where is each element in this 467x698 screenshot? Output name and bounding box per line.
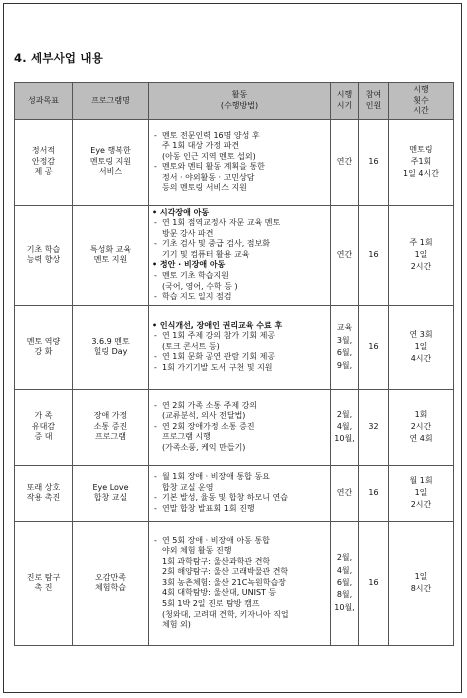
activity-item: (아동 인근 지역 멘토 섭외): [162, 151, 256, 161]
activity-list: [152, 131, 327, 194]
goal-line: 가 족: [34, 411, 53, 421]
activity-item: (청와대, 고려대 견학, 키자니아 직업: [162, 609, 289, 619]
activity-item: - 연 2회 가족 소통 주제 강의: [152, 401, 327, 412]
hours-cell: [389, 205, 454, 305]
goal-line: 또래 상호: [26, 482, 61, 492]
hours-line: 8시간: [410, 584, 432, 594]
program-line: 특성화 교육: [89, 244, 132, 254]
activity-item: 정서 · 야외활동 · 고민상담: [162, 172, 255, 182]
activity-item: 프로그램 시행: [162, 432, 211, 442]
activity-item: - 기초 검사 및 중급 검사, 점보화: [152, 239, 327, 250]
participants-value: 16: [368, 341, 379, 351]
program-line: 체험학습: [95, 583, 126, 593]
timing-cell: [331, 389, 359, 465]
program-line: 서비스: [98, 167, 123, 177]
timing-line: 교육: [336, 323, 353, 333]
participants-value: 16: [368, 487, 379, 497]
participants-value: 16: [368, 156, 379, 166]
activity-item: - 기본 발성, 율동 및 합창 하모니 연습: [152, 493, 327, 504]
hours-line: 1일: [414, 249, 428, 259]
hours-line: 1회: [414, 409, 428, 419]
timing-cell: [331, 465, 359, 521]
activity-item: - 학습 지도 일지 점검: [152, 292, 327, 303]
activity-list: [152, 208, 327, 303]
program-line: 멘토링 지원: [89, 156, 132, 166]
activity-list: [152, 321, 327, 374]
activity-list: [152, 401, 327, 454]
timing-line: 10월,: [334, 434, 355, 444]
header-participants: 참여 인원: [359, 83, 389, 120]
activity-item: - 연 1회 문화 공연 관람 기회 제공: [152, 352, 327, 363]
goal-line: 증 대: [34, 432, 53, 442]
timing-line: 10월,: [334, 602, 355, 612]
goal-line: 진로 탐구: [26, 572, 61, 582]
activity-item: - 월 1회 장애 · 비장애 통합 동요: [152, 472, 327, 483]
timing-line: 연간: [336, 249, 353, 259]
header-goal: 성과목표: [15, 83, 73, 120]
table-row: [15, 389, 454, 465]
hours-line: 1일: [414, 487, 428, 497]
goal-line: 안정감: [31, 156, 56, 166]
program-cell: [73, 205, 149, 305]
header-activity: 활동 (수행방법): [149, 83, 331, 120]
hours-line: 연 3회: [409, 329, 433, 339]
program-cell: [73, 389, 149, 465]
program-line: 멘토 지원: [93, 255, 128, 265]
activity-item: - 연 2회 장애가정 소통 증진: [152, 422, 327, 433]
section-title: 4. 세부사업 내용: [14, 51, 104, 65]
table-row: [15, 205, 454, 305]
timing-line: 6월,: [336, 577, 353, 587]
activity-item: 기기 및 컴퓨터 활용 교육: [162, 249, 250, 259]
activity-item: 등의 멘토링 서비스 지원: [162, 183, 247, 193]
timing-line: 8월,: [336, 590, 353, 600]
goal-cell: [15, 465, 73, 521]
activity-item: - 1회 가기기발 도서 구천 및 지원: [152, 363, 327, 374]
goal-line: 제 공: [34, 167, 53, 177]
timing-line: 연간: [336, 156, 353, 166]
program-cell: [73, 465, 149, 521]
activity-item: - 연 1회 점역교정사 자문 교육 멘토: [152, 218, 327, 229]
timing-line: 6월,: [336, 348, 353, 358]
hours-cell: [389, 389, 454, 465]
hours-line: 멘토링: [409, 144, 433, 154]
program-table: [14, 82, 454, 646]
goal-cell: [15, 521, 73, 645]
activity-item: - 연말 합창 발표회 1회 진행: [152, 504, 327, 515]
timing-line: 9월,: [336, 360, 353, 370]
activity-cell: [149, 205, 331, 305]
table-row: [15, 119, 454, 205]
activity-item: 2회 해양탐구: 울산 고래박물관 견학: [162, 567, 289, 577]
goal-line: 작용 촉진: [26, 493, 61, 503]
activity-item: (토크 콘서트 등): [162, 341, 220, 351]
activity-item: - 연 5회 장애 · 비장애 아동 통합: [152, 536, 327, 547]
participants-cell: [359, 205, 389, 305]
hours-line: 월 1회: [409, 475, 433, 485]
table-row: [15, 465, 454, 521]
participants-cell: [359, 305, 389, 389]
hours-line: 2시간: [410, 262, 432, 272]
hours-line: 4시간: [410, 354, 432, 364]
activity-item: • 정안 · 비장애 아동: [152, 260, 226, 270]
hours-cell: [389, 305, 454, 389]
program-line: 소통 증진: [93, 421, 128, 431]
table-row: [15, 305, 454, 389]
program-line: 프로그램: [95, 432, 126, 442]
hours-cell: [389, 521, 454, 645]
activity-item: 방문 강사 파견: [162, 228, 214, 238]
hours-line: 1일: [414, 571, 428, 581]
participants-cell: [359, 389, 389, 465]
timing-cell: [331, 521, 359, 645]
activity-cell: [149, 305, 331, 389]
timing-cell: [331, 119, 359, 205]
activity-item: 3회 농촌체험: 울산 21C녹원학습장: [162, 577, 286, 587]
activity-item: - 연 1회 주제 강의 참가 기회 제공: [152, 331, 327, 342]
program-cell: [73, 521, 149, 645]
goal-line: 기초 학습: [26, 244, 61, 254]
table-row: [15, 521, 454, 645]
timing-line: 3월,: [336, 335, 353, 345]
program-line: 장애 가정: [93, 411, 128, 421]
activity-item: 주 1회 대상 가정 파견: [162, 141, 240, 151]
goal-cell: [15, 119, 73, 205]
goal-line: 능력 향상: [26, 255, 61, 265]
participants-cell: [359, 521, 389, 645]
hours-line: 2시간: [410, 421, 432, 431]
program-cell: [73, 119, 149, 205]
header-hours: 시행 횟수 시간: [389, 83, 454, 120]
activity-cell: [149, 521, 331, 645]
activity-item: - 멘토 기초 학습지원: [152, 271, 327, 282]
goal-cell: [15, 305, 73, 389]
activity-item: 5회 1박 2일 진로 탐방 캠프: [162, 598, 260, 608]
goal-line: 촉 진: [34, 583, 53, 593]
activity-cell: [149, 119, 331, 205]
activity-item: 1회 과학탐구: 울산과학관 견학: [162, 556, 271, 566]
activity-cell: [149, 465, 331, 521]
activity-item: 야외 체험 활동 진행: [162, 546, 232, 556]
activity-item: (가족소풍, 케익 만들기): [162, 442, 246, 452]
timing-line: 연간: [336, 487, 353, 497]
hours-line: 주1회: [410, 156, 432, 166]
hours-line: 1일 4시간: [403, 169, 439, 179]
program-line: Eye 행복한: [90, 146, 131, 156]
activity-item: - 멘토와 멘티 활동 계획을 통한: [152, 162, 327, 173]
hours-line: 1일: [414, 341, 428, 351]
goal-line: 정서적: [31, 146, 56, 156]
participants-cell: [359, 465, 389, 521]
timing-cell: [331, 305, 359, 389]
activity-item: (국어, 영어, 수학 등 ): [162, 281, 238, 291]
program-line: 힐링 Day: [93, 347, 128, 357]
timing-line: 4월,: [336, 421, 353, 431]
activity-item: • 인식개선, 장애인 권리교육 수료 후: [152, 320, 283, 330]
program-line: 합창 교실: [93, 493, 128, 503]
program-cell: [73, 305, 149, 389]
header-program: 프로그램명: [73, 83, 149, 120]
hours-cell: [389, 465, 454, 521]
activity-list: [152, 536, 327, 631]
hours-line: 주 1회: [409, 237, 433, 247]
participants-value: 32: [368, 421, 379, 431]
activity-item: 합창 교실 운영: [162, 482, 214, 492]
activity-item: 4회 대학탐방: 울산대, UNIST 등: [162, 588, 277, 598]
goal-cell: [15, 205, 73, 305]
program-line: 오감만족: [95, 572, 126, 582]
participants-value: 16: [368, 249, 379, 259]
activity-list: [152, 472, 327, 514]
program-line: 3.6.9 멘토: [91, 336, 130, 346]
goal-line: 강 화: [34, 347, 53, 357]
hours-line: 연 4회: [409, 434, 433, 444]
activity-item: - 멘토 전문인력 16명 양성 후: [152, 131, 327, 142]
timing-line: 4월,: [336, 565, 353, 575]
header-row: [15, 83, 454, 120]
activity-item: 체험 외): [162, 620, 191, 630]
participants-cell: [359, 119, 389, 205]
activity-item: (교류분석, 의사 전달법): [162, 411, 246, 421]
hours-cell: [389, 119, 454, 205]
goal-line: 멘토 역량: [26, 336, 61, 346]
activity-item: • 시각장애 아동: [152, 207, 210, 217]
participants-value: 16: [368, 577, 379, 587]
program-line: Eye Love: [92, 482, 129, 492]
timing-line: 2월,: [336, 553, 353, 563]
activity-cell: [149, 389, 331, 465]
timing-line: 2월,: [336, 409, 353, 419]
timing-cell: [331, 205, 359, 305]
goal-line: 유대감: [31, 421, 56, 431]
hours-line: 2시간: [410, 500, 432, 510]
goal-cell: [15, 389, 73, 465]
header-timing: 시행 시기: [331, 83, 359, 120]
